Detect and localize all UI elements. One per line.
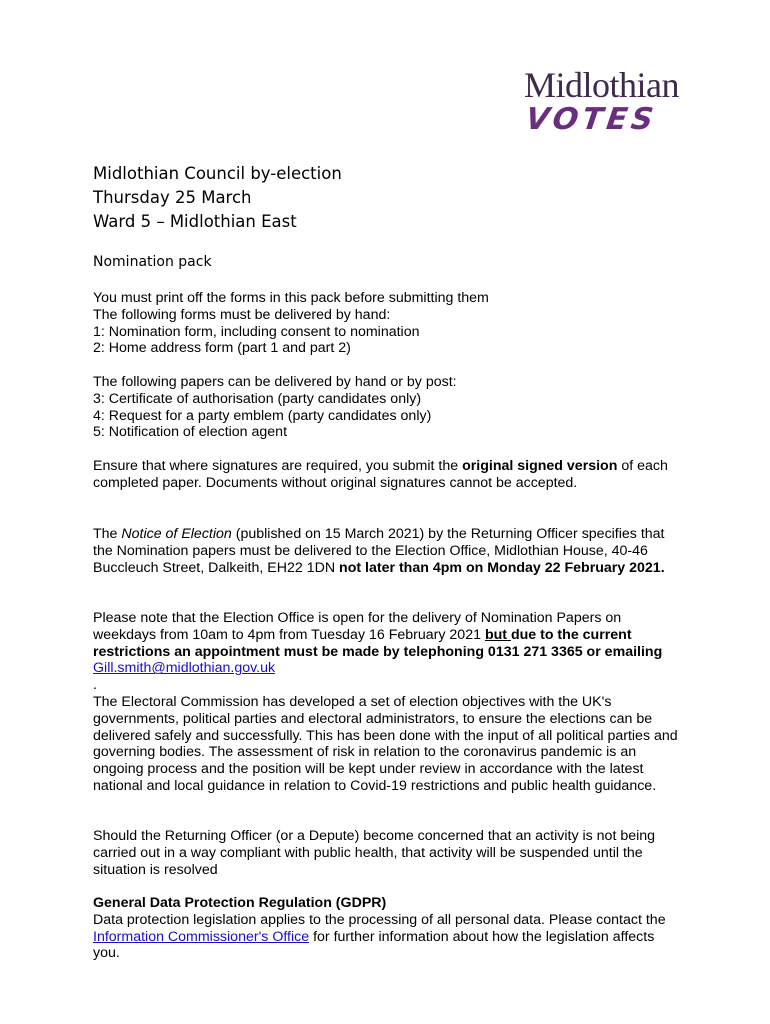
post-line-1: The following papers can be delivered by hand or by post: (93, 374, 457, 390)
gdpr-section (93, 895, 683, 962)
post-line-2: 3: Certificate of authorisation (party candidates only) (93, 390, 422, 407)
document-heading (93, 162, 342, 234)
midlothian-votes-logo (520, 64, 680, 137)
heading-line-2: Thursday 25 March (93, 188, 252, 207)
office-text-c: due to the current restrictions an appointment must be made by telephoning 0131 271 3365 or emailing (93, 626, 663, 660)
notice-paragraph (93, 526, 683, 576)
intro-line-4: 2: Home address form (part 1 and part 2) (93, 340, 351, 357)
intro-line-3: 1: Nomination form, including consent to nomination (93, 323, 420, 340)
signatures-text-c: of each completed paper. Documents without original signatures cannot be accepted. (93, 458, 668, 491)
heading-line-3: Ward 5 – Midlothian East (93, 212, 297, 231)
commission-text: The Electoral Commission has developed a set of election objectives with the UK's governments, political parties and electoral administrators, to ensure the elections can be delivered safely and successfully. This has been done with the input of all political parties and governing bodies. The assessment of risk in relation to the coronavirus pandemic is an ongoing process and the position will be kept under review in accordance with the latest national and local guidance in relation to Covid-19 restrictions and public health guidance. (93, 693, 678, 794)
gdpr-text-b: for further information about how the legislation affects you. (93, 928, 655, 962)
ico-link[interactable]: Information Commissioner's Office (93, 928, 310, 945)
intro-paragraph (93, 290, 683, 357)
office-paragraph (93, 610, 683, 795)
logo-wordmark: Midlothian (524, 65, 679, 105)
post-paragraph (93, 374, 683, 441)
email-link[interactable]: Gill.smith@midlothian.gov.uk (93, 660, 276, 677)
notice-deadline: not later than 4pm on Monday 22 February 2021. (339, 559, 665, 576)
returning-officer-paragraph (93, 828, 683, 878)
section-subheading: Nomination pack (93, 254, 212, 270)
gdpr-title: General Data Protection Regulation (GDPR) (93, 895, 387, 911)
gdpr-text-a: Data protection legislation applies to the processing of all personal data. Please contact the (93, 911, 666, 928)
signatures-paragraph (93, 458, 683, 492)
notice-text-a: The (93, 526, 122, 542)
returning-text: Should the Returning Officer (or a Depute) become concerned that an activity is not being carried out in a way compliant with public health, that activity will be suspended until the situation is resolved (93, 828, 656, 878)
post-line-3: 4: Request for a party emblem (party candidates only) (93, 407, 432, 424)
office-text-a: Please note that the Election Office is open for the delivery of Nomination Papers on weekdays from 10am to 4pm from Tuesday 16 February 2021 (93, 610, 622, 643)
notice-text-c: (published on 15 March 2021) by the Returning Officer specifies that the Nomination papers must be delivered to the Election Office, Midlothian House, 40-46 Buccleuch Street, Dalkeith, EH22 1DN (93, 526, 665, 576)
notice-title: Notice of Election (121, 526, 232, 542)
office-dot: . (93, 677, 97, 694)
signatures-emphasis: original signed version (462, 458, 618, 474)
signatures-text-a: Ensure that where signatures are required, you submit the (93, 458, 463, 474)
heading-line-1: Midlothian Council by-election (93, 164, 342, 183)
intro-line-1: You must print off the forms in this pack before submitting them (93, 290, 489, 306)
logo-votes-text: VOTES (523, 102, 660, 137)
office-but: but (484, 626, 511, 643)
post-line-4: 5: Notification of election agent (93, 424, 288, 441)
intro-line-2: The following forms must be delivered by hand: (93, 306, 391, 323)
